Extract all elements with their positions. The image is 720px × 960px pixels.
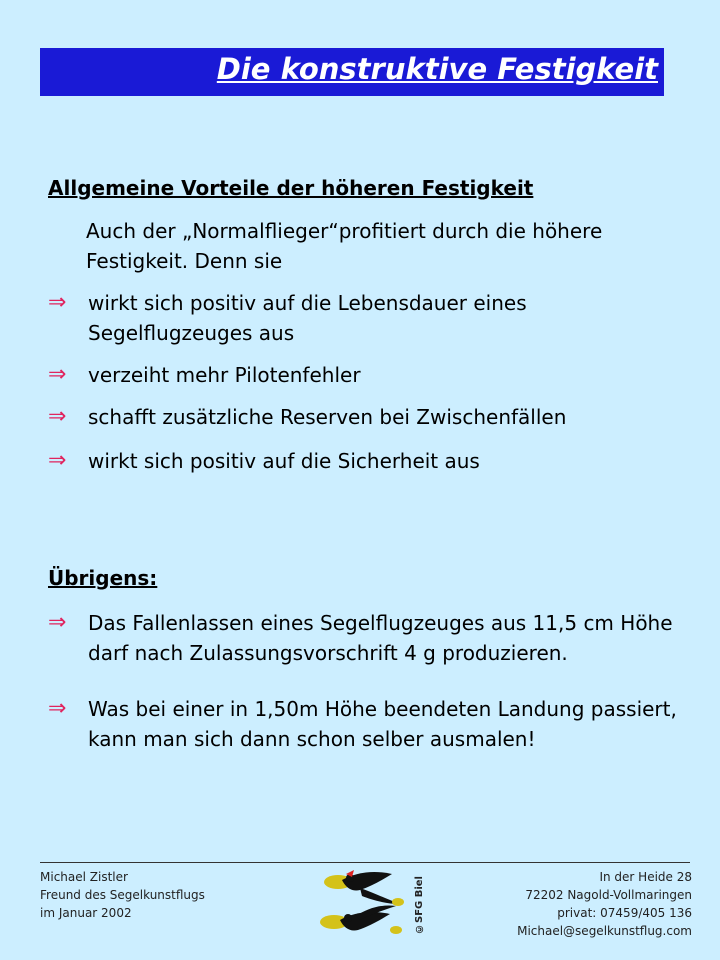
arrow-right-icon: ⇒ (48, 448, 67, 473)
intro-text (86, 216, 686, 276)
list-item-text: schafft zusätzliche Reserven bei Zwischenfällen (88, 405, 567, 429)
list-item-text: Das Fallenlassen eines Segelflugzeuges aus 11,5 cm Höhe darf nach Zulassungsvorschrift 4 g produzieren. (88, 611, 673, 665)
footer-divider (40, 862, 690, 863)
arrow-right-icon: ⇒ (48, 404, 67, 429)
intro-text-content: Auch der „Normalflieger“profitiert durch die höhere Festigkeit. Denn sie (86, 219, 603, 273)
list-item-text: wirkt sich positiv auf die Sicherheit aus (88, 449, 480, 473)
footer-contact (517, 868, 692, 940)
list-item-text: Was bei einer in 1,50m Höhe beendeten Landung passiert, kann man sich dann schon selber ausmalen! (88, 697, 677, 751)
arrow-right-icon: ⇒ (48, 362, 67, 387)
footer-city: 72202 Nagold-Vollmaringen (525, 888, 692, 902)
upper-bird-icon (324, 870, 404, 906)
arrow-right-icon: ⇒ (48, 696, 67, 721)
section-heading-uebrigens: Übrigens: (48, 566, 158, 590)
list-item-text: wirkt sich positiv auf die Lebensdauer eines Segelflugzeuges aus (88, 291, 527, 345)
arrow-right-icon: ⇒ (48, 610, 67, 635)
lower-bird-icon (320, 905, 402, 934)
footer-author-role: Freund des Segelkunstflugs (40, 888, 205, 902)
footer-phone: privat: 07459/405 136 (557, 906, 692, 920)
footer-street: In der Heide 28 (599, 870, 692, 884)
bird-logo (312, 868, 416, 938)
title-bar (40, 48, 664, 96)
footer-date: im Januar 2002 (40, 906, 132, 920)
page-title: Die konstruktive Festigkeit (216, 52, 658, 86)
footer-author-name: Michael Zistler (40, 870, 128, 884)
arrow-right-icon: ⇒ (48, 290, 67, 315)
list-item-text: verzeiht mehr Pilotenfehler (88, 363, 361, 387)
footer-email: Michael@segelkunstflug.com (517, 924, 692, 938)
copyright-label: ©SFG Biel (414, 876, 425, 934)
footer-author (40, 868, 205, 922)
section-heading-advantages: Allgemeine Vorteile der höheren Festigkeit (48, 176, 534, 200)
